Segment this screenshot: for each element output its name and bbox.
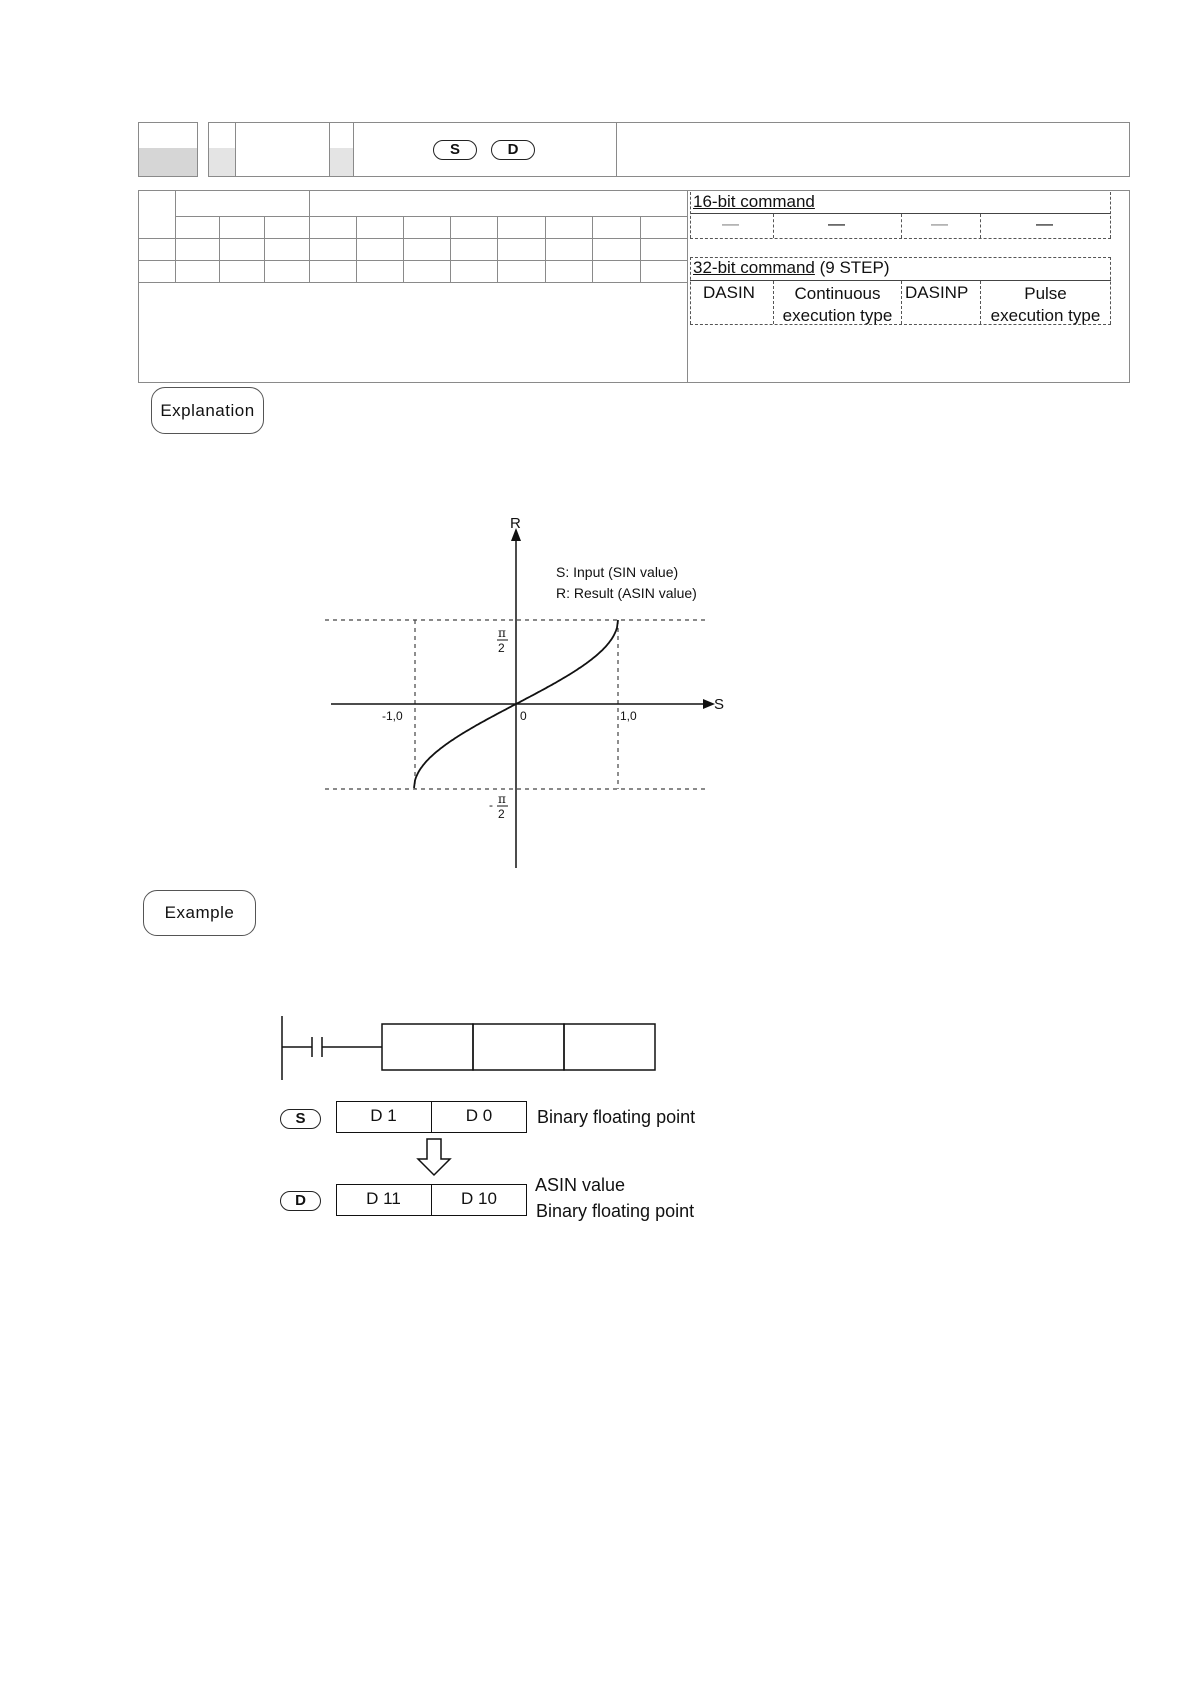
explanation-label: Explanation (151, 387, 264, 434)
cmd32-sep (901, 281, 902, 324)
cmd16-sep (773, 214, 774, 238)
d-register-note-1: ASIN value (535, 1175, 626, 1195)
d-register-high: D 11 (366, 1189, 401, 1208)
grid-hline (138, 282, 688, 283)
grid-vline (640, 216, 641, 282)
header-api-shade (138, 148, 198, 177)
ladder-diagram (270, 1010, 670, 1085)
instruction-box-3 (564, 1024, 655, 1070)
cmd16-cell-3: — (931, 214, 948, 233)
grid-vline (450, 216, 451, 282)
cmd32-pulse-line2: execution type (990, 306, 1101, 325)
s-register-low: D 0 (465, 1106, 493, 1125)
cmd16-frame-left (690, 192, 691, 238)
x-tick-pos: 1,0 (620, 709, 637, 723)
grid-vline (356, 216, 357, 282)
cmd32-frame-left (690, 257, 691, 324)
cmd32-pulse (981, 283, 1110, 327)
x-axis-label: S (714, 696, 725, 713)
neg-pi-half-num: π (498, 792, 506, 806)
operand-d-badge: D (491, 140, 535, 160)
legend-r: R: Result (ASIN value) (556, 585, 697, 601)
cmd16-frame-bottom (690, 238, 1111, 239)
down-arrow-icon (414, 1137, 454, 1177)
header-flag-shade-2 (329, 148, 354, 177)
pi-half-den: 2 (498, 641, 505, 655)
header-mnemonic-cell (235, 122, 330, 177)
header-function-cell (616, 122, 1130, 177)
cmd32-continuous-line1: Continuous (794, 284, 881, 303)
grid-hline (138, 238, 688, 239)
example-label: Example (143, 890, 256, 936)
neg-pi-half-sign: - (489, 798, 493, 812)
cmd16-cell-1: — (722, 214, 739, 233)
operand-s-badge: S (433, 140, 477, 160)
legend-s: S: Input (SIN value) (556, 564, 679, 580)
cmd16-title: 16-bit command (693, 192, 815, 211)
grid-vline (592, 216, 593, 282)
grid-hline (175, 216, 688, 217)
cmd32-steps: (9 STEP) (819, 258, 890, 277)
cmd32-title-text: 32-bit command (693, 258, 815, 277)
s-register-high: D 1 (370, 1106, 397, 1125)
cmd32-continuous (774, 283, 901, 327)
pi-half-num: π (498, 626, 506, 640)
cmd16-sep (980, 214, 981, 238)
example-d-badge: D (280, 1191, 321, 1211)
cmd32-continuous-line2: execution type (782, 306, 893, 325)
d-register-note-2: Binary floating point (536, 1201, 695, 1221)
example-s-badge: S (280, 1109, 321, 1129)
cmd32-title (693, 258, 890, 278)
cmd16-cell-4: — (1036, 214, 1053, 233)
grid-vline (175, 190, 176, 282)
asin-graph (300, 500, 750, 880)
neg-pi-half-den: 2 (498, 807, 505, 821)
header-operand-cell (353, 122, 617, 177)
instruction-box-1 (382, 1024, 473, 1070)
grid-vline (545, 216, 546, 282)
cmd32-frame-right (1110, 257, 1111, 324)
cmd32-pulse-line1: Pulse (1024, 284, 1067, 303)
x-tick-neg: -1,0 (382, 709, 403, 723)
d-register-low: D 10 (461, 1189, 497, 1208)
s-register-note: Binary floating point (537, 1107, 696, 1127)
cmd32-dasinp: DASINP (905, 283, 969, 302)
cmd16-sep (901, 214, 902, 238)
grid-vline (219, 216, 220, 282)
grid-vline (497, 216, 498, 282)
grid-vline (264, 216, 265, 282)
grid-hline (138, 260, 688, 261)
y-axis-label: R (510, 515, 521, 532)
header-flag-shade-1 (208, 148, 236, 177)
cmd32-dasin: DASIN (703, 283, 755, 302)
grid-vline (309, 190, 310, 282)
x-tick-zero: 0 (520, 709, 527, 723)
grid-vline (403, 216, 404, 282)
instruction-box-2 (473, 1024, 564, 1070)
cmd16-frame-right (1110, 192, 1111, 238)
cmd16-cell-2: — (828, 214, 845, 233)
device-grid-left (138, 190, 688, 383)
